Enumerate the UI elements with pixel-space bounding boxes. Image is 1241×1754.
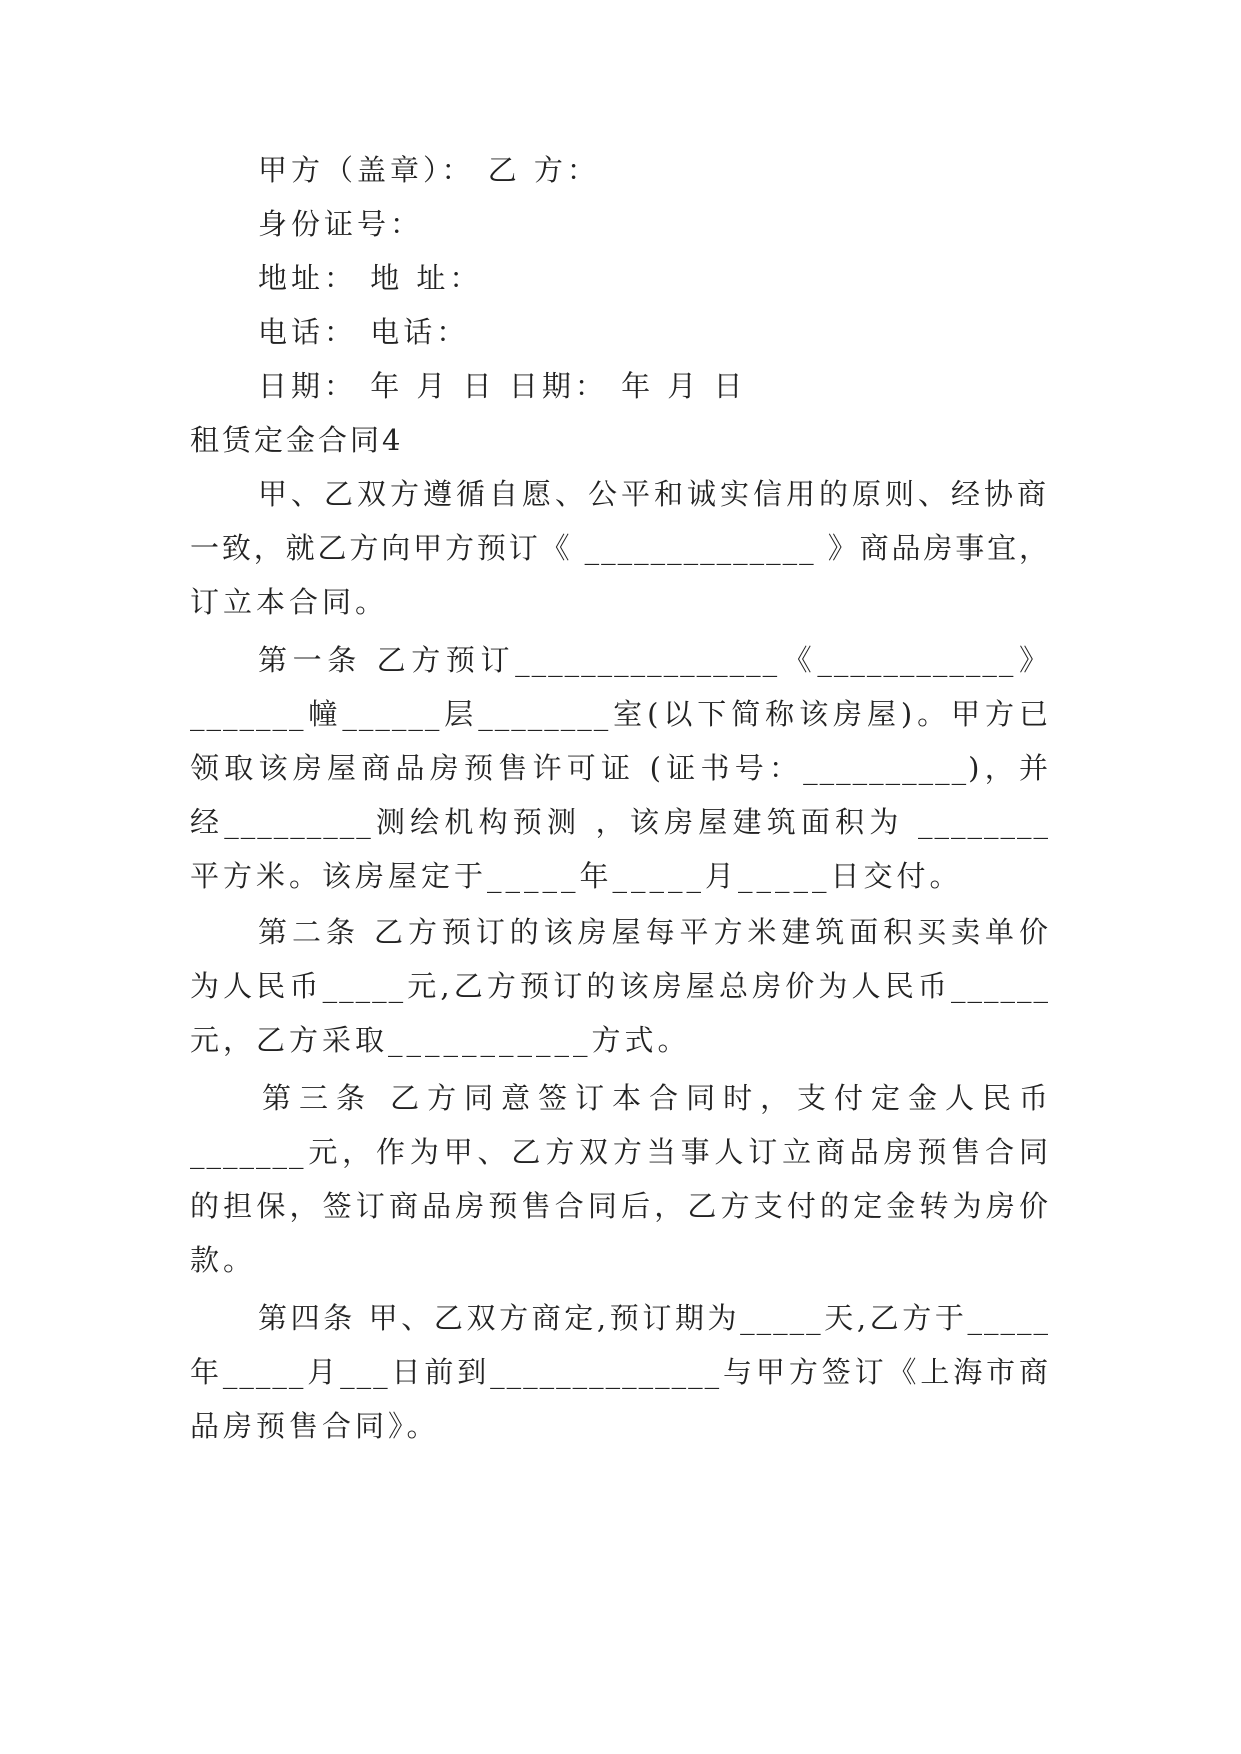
- signature-id-line: 身份证号：: [258, 207, 424, 241]
- article2-line-2: 为人民币_____元,乙方预订的该房屋总房价为人民币______: [190, 969, 1050, 1003]
- intro-line-3: 订立本合同。: [190, 585, 389, 619]
- intro-line-1: 甲、乙双方遵循自愿、公平和诚实信用的原则、经协商: [258, 477, 1051, 511]
- article1-line-3: 领取该房屋商品房预售许可证 (证书号：__________)，并: [190, 751, 1050, 785]
- article3-line-2: _______元，作为甲、乙方双方当事人订立商品房预售合同: [190, 1135, 1050, 1169]
- signature-address-line: 地址： 地 址：: [258, 261, 483, 295]
- signature-date-line: 日期： 年 月 日 日期： 年 月 日: [258, 369, 747, 403]
- section-title: 租赁定金合同4: [190, 423, 404, 457]
- article4-line-3: 品房预售合同》。: [190, 1409, 440, 1443]
- article1-line-4: 经_________测绘机构预测 ，该房屋建筑面积为 ________: [190, 805, 1050, 839]
- article3-line-3: 的担保，签订商品房预售合同后，乙方支付的定金转为房价: [190, 1189, 1050, 1223]
- intro-line-2: 一致，就乙方向甲方预订《 ______________ 》商品房事宜，: [190, 531, 1050, 565]
- signature-phone-line: 电话： 电话：: [258, 315, 470, 349]
- article1-line-2: _______幢______层________室(以下简称该房屋)。甲方已: [190, 697, 1050, 731]
- article2-line-1: 第二条 乙方预订的该房屋每平方米建筑面积买卖单价: [258, 915, 1050, 949]
- article3-line-1: 第三条 乙方同意签订本合同时，支付定金人民币: [262, 1081, 1050, 1115]
- article1-line-1: 第一条 乙方预订________________《____________》: [258, 643, 1050, 677]
- article1-line-5: 平方米。该房屋定于_____年_____月_____日交付。: [190, 859, 963, 893]
- article2-line-3: 元，乙方采取___________方式。: [190, 1023, 691, 1057]
- article3-line-4: 款。: [190, 1243, 257, 1277]
- signature-party-line: 甲方（盖章）： 乙 方：: [258, 153, 600, 187]
- article4-line-2: 年_____月___日前到______________与甲方签订《上海市商: [190, 1355, 1050, 1389]
- article4-line-1: 第四条 甲、乙双方商定,预订期为_____天,乙方于_____: [258, 1301, 1050, 1335]
